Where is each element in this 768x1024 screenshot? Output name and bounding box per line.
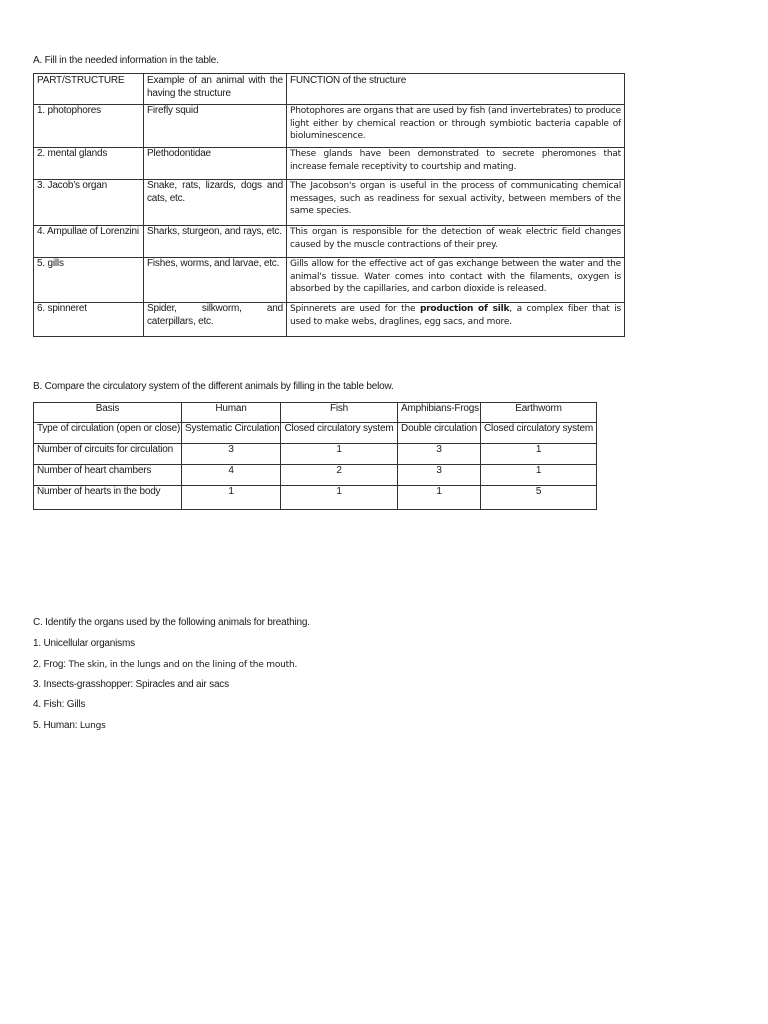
item-label: 3. Insects-grasshopper: (33, 679, 136, 690)
earthworm-cell: Closed circulatory system (481, 423, 597, 444)
example-cell: Sharks, sturgeon, and rays, etc. (144, 226, 287, 258)
earthworm-cell: 1 (481, 465, 597, 486)
function-text-bold: production of silk (419, 304, 510, 314)
item-answer: Gills (66, 699, 86, 710)
function-cell (287, 303, 625, 337)
table-row (34, 180, 625, 226)
header-earthworm: Earthworm (481, 403, 597, 423)
header-part-structure: PART/STRUCTURE (34, 74, 144, 105)
breathing-item-fish (33, 699, 85, 710)
header-human: Human (182, 403, 281, 423)
section-b-heading: B. Compare the circulatory system of the different animals by filling in the table below. (33, 381, 394, 392)
fish-cell: 2 (281, 465, 398, 486)
part-cell: 1. photophores (34, 105, 144, 148)
table-row (34, 423, 597, 444)
amphibians-cell: 3 (398, 465, 481, 486)
example-cell: Plethodontidae (144, 148, 287, 180)
item-answer: The skin, in the lungs and on the lining of the mouth. (68, 660, 298, 670)
header-basis: Basis (34, 403, 182, 423)
amphibians-cell: 1 (398, 486, 481, 510)
breathing-item-grasshopper (33, 679, 229, 690)
part-cell: 2. mental glands (34, 148, 144, 180)
fish-cell: 1 (281, 486, 398, 510)
header-function: FUNCTION of the structure (287, 74, 625, 105)
table-header-row (34, 74, 625, 105)
table-row (34, 258, 625, 303)
part-cell: 5. gills (34, 258, 144, 303)
example-cell: Spider, silkworm, and caterpillars, etc. (144, 303, 287, 337)
part-cell: 4. Ampullae of Lorenzini (34, 226, 144, 258)
section-a-heading: A. Fill in the needed information in the table. (33, 55, 219, 66)
breathing-item-human (33, 720, 106, 731)
table-row (34, 226, 625, 258)
table-header-row (34, 403, 597, 423)
fish-cell: Closed circulatory system (281, 423, 398, 444)
earthworm-cell: 5 (481, 486, 597, 510)
example-cell: Fishes, worms, and larvae, etc. (144, 258, 287, 303)
item-label: 2. Frog: (33, 659, 69, 670)
table-row (34, 465, 597, 486)
section-c-heading: C. Identify the organs used by the following animals for breathing. (33, 617, 310, 628)
human-cell: Systematic Circulation (182, 423, 281, 444)
breathing-item-unicellular (33, 638, 135, 649)
function-text-post: , a complex fiber that is used to make webs, draglines, egg sacs, and more. (290, 304, 621, 327)
human-cell: 3 (182, 444, 281, 465)
table-row (34, 444, 597, 465)
fish-cell: 1 (281, 444, 398, 465)
table-row (34, 303, 625, 337)
human-cell: 1 (182, 486, 281, 510)
header-fish: Fish (281, 403, 398, 423)
part-cell: 3. Jacob’s organ (34, 180, 144, 226)
function-cell: These glands have been demonstrated to secrete pheromones that increase female receptivity to courtship and mating. (287, 148, 625, 180)
amphibians-cell: Double circulation (398, 423, 481, 444)
breathing-item-frog (33, 659, 297, 670)
structure-function-table (33, 73, 625, 337)
table-row (34, 148, 625, 180)
function-text-pre: Spinnerets are used for the (290, 304, 420, 314)
function-cell: The Jacobson's organ is useful in the process of communicating chemical messages, such as readiness for sexual activity, between members of the same species. (287, 180, 625, 226)
circulatory-comparison-table (33, 402, 597, 510)
example-cell: Snake, rats, lizards, dogs and cats, etc. (144, 180, 287, 226)
header-example: Example of an animal with the having the structure (144, 74, 287, 105)
amphibians-cell: 3 (398, 444, 481, 465)
header-amphibians: Amphibians-Frogs (398, 403, 481, 423)
basis-cell: Number of heart chambers (34, 465, 182, 486)
part-cell: 6. spinneret (34, 303, 144, 337)
earthworm-cell: 1 (481, 444, 597, 465)
item-answer: Spiracles and air sacs (135, 679, 229, 690)
item-label: 5. Human: (33, 720, 80, 731)
item-answer: Lungs (79, 721, 106, 731)
table-row (34, 486, 597, 510)
table-row (34, 105, 625, 148)
function-cell: Photophores are organs that are used by fish (and invertebrates) to produce light either by chemical reaction or through symbiotic bacteria capable of bioluminescence. (287, 105, 625, 148)
function-cell: Gills allow for the effective act of gas exchange between the water and the animal's tissue. Water comes into contact with the filaments, oxygen is absorbed by the capillaries, and carbon dioxide is released. (287, 258, 625, 303)
basis-cell: Number of circuits for circulation (34, 444, 182, 465)
item-label: 4. Fish: (33, 699, 67, 710)
human-cell: 4 (182, 465, 281, 486)
basis-cell: Number of hearts in the body (34, 486, 182, 510)
function-cell: This organ is responsible for the detection of weak electric field changes caused by the muscle contractions of their prey. (287, 226, 625, 258)
item-label: 1. Unicellular organisms (33, 638, 135, 649)
example-cell: Firefly squid (144, 105, 287, 148)
basis-cell: Type of circulation (open or close) (34, 423, 182, 444)
